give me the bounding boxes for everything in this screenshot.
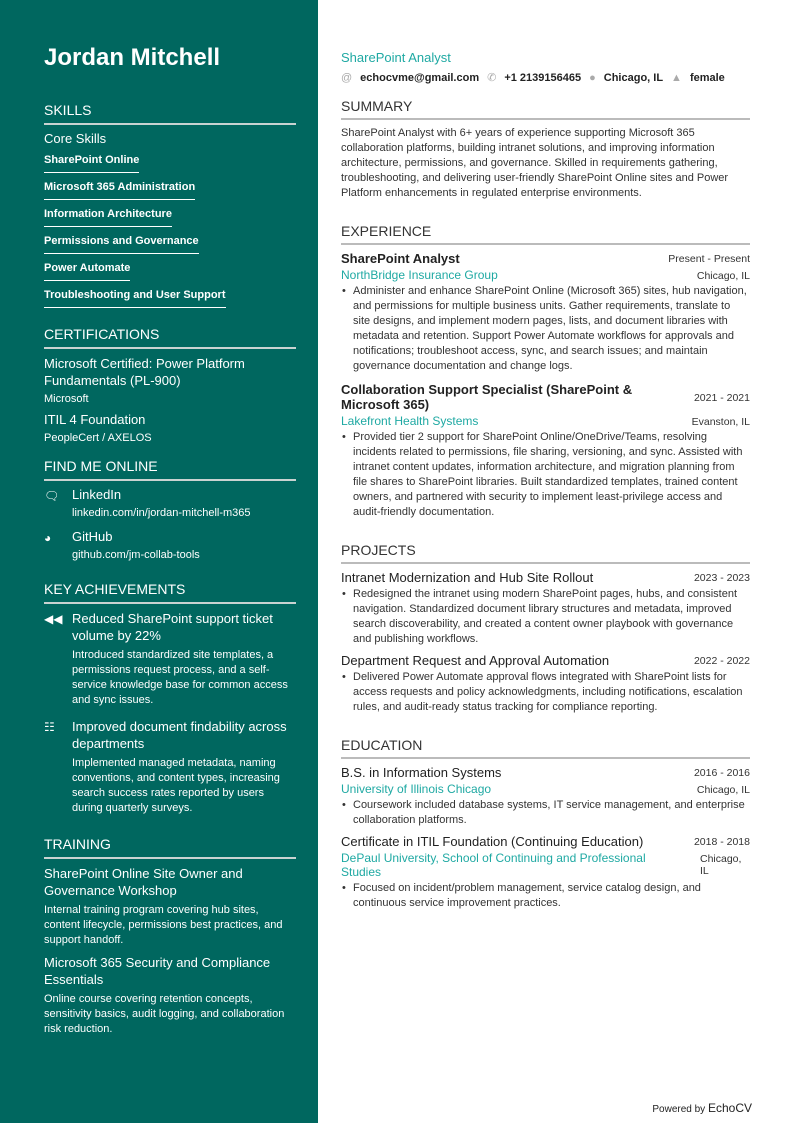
footer-prefix: Powered by	[652, 1104, 706, 1115]
company: NorthBridge Insurance Group	[341, 268, 498, 282]
skill-item: Power Automate	[44, 259, 130, 281]
email-icon: @	[341, 71, 353, 84]
pie-icon: ◕	[44, 531, 52, 545]
chat-icon: 🗨︎	[44, 489, 60, 503]
location: Chicago, IL	[603, 71, 664, 84]
online-label: LinkedIn	[72, 487, 122, 502]
company: Lakefront Health Systems	[341, 414, 479, 428]
online-section	[44, 458, 296, 567]
section-heading: SUMMARY	[341, 98, 750, 120]
skill-item: Microsoft 365 Administration	[44, 178, 195, 200]
dates: 2018 - 2018	[693, 836, 750, 848]
degree: Certificate in ITIL Foundation (Continuing Education)	[341, 834, 644, 849]
phone-icon: ✆	[487, 72, 497, 84]
section-heading: FIND ME ONLINE	[44, 458, 296, 481]
location-icon: ●	[589, 71, 596, 84]
location: Chicago, IL	[696, 270, 750, 282]
training-title: SharePoint Online Site Owner and Governance Workshop	[44, 866, 243, 898]
project-title: Intranet Modernization and Hub Site Rollout	[341, 570, 594, 585]
contact-bar	[341, 71, 750, 84]
summary-text: SharePoint Analyst with 6+ years of experience supporting Microsoft 365 collaboration platforms, building intranet solutions, and improving information architecture, permissions, and governance. Skilled in requirements gathering, troubleshooting, and delivering user-friendly SharePoint Online sites and Power Platform enhancements in regulated enterprise environments.	[341, 127, 729, 199]
bullet: • Coursework included database systems, IT service management, and enterprise collaboration platforms.	[341, 798, 750, 828]
education-item	[341, 765, 750, 828]
job-title: SharePoint Analyst	[341, 50, 451, 65]
main-content	[341, 50, 750, 911]
bullet: • Provided tier 2 support for SharePoint Online/OneDrive/Teams, resolving incidents related to permissions, file sharing, versioning, and sync. Assisted with intranet content updates, information architecture, and migration planning from file shares to SharePoint libraries. Built standardized templates, trained content owners, and partnered with security to implement least-privilege access and audit-friendly documentation.	[341, 430, 750, 520]
skill-item: Permissions and Governance	[44, 232, 199, 254]
email[interactable]: echocvme@gmail.com	[360, 71, 480, 84]
online-link[interactable]: github.com/jm-collab-tools	[72, 549, 200, 561]
rewind-icon: ◀◀	[44, 612, 63, 626]
cert-name: Microsoft Certified: Power Platform Fundamentals (PL-900)	[44, 356, 245, 388]
school: University of Illinois Chicago	[341, 782, 492, 796]
project-title: Department Request and Approval Automation	[341, 653, 610, 668]
cert-issuer: Microsoft	[44, 393, 89, 405]
location: Chicago, IL	[696, 784, 750, 796]
project-item	[341, 653, 750, 715]
training-title: Microsoft 365 Security and Compliance Essentials	[44, 955, 271, 987]
bullet: • Delivered Power Automate approval flows integrated with SharePoint lists for access requests and policy acknowledgments, including notifications, escalation rules, and audit-ready status tracking for compliance reporting.	[341, 670, 750, 715]
certifications-section	[44, 326, 296, 444]
achievement-title: Reduced SharePoint support ticket volume by 22%	[72, 611, 273, 643]
section-heading: PROJECTS	[341, 542, 750, 564]
dates: 2016 - 2016	[693, 767, 750, 779]
bullet: • Redesigned the intranet using modern SharePoint pages, hubs, and consistent navigation. Standardized document library structures and metadata, improved search discoverability, and created a content owner playbook with governance and publishing workflows.	[341, 587, 750, 647]
dates: 2023 - 2023	[693, 572, 750, 584]
skills-section	[44, 102, 296, 312]
footer-brand: EchoCV	[707, 1101, 752, 1115]
skill-item: Information Architecture	[44, 205, 172, 227]
school: DePaul University, School of Continuing and Professional Studies	[341, 851, 646, 879]
education-item	[341, 834, 750, 911]
section-heading: EDUCATION	[341, 737, 750, 759]
location: Chicago, IL	[700, 853, 742, 877]
bullet: • Administer and enhance SharePoint Online (Microsoft 365) sites, hub navigation, and permissions for multiple business units. Gather requirements, translate to site designs, and implement modern pages, lists, and document libraries with metadata and retention. Support Power Automate workflows for approvals and notifications; troubleshoot access, sync, and search issues; and maintain governance documentation and change logs.	[341, 284, 750, 374]
achievement-desc: Implemented managed metadata, naming conventions, and content types, increasing search success rates reported by users during quarterly surveys.	[72, 757, 280, 814]
section-heading: EXPERIENCE	[341, 223, 750, 245]
skill-group: Core Skills	[44, 131, 107, 146]
position: SharePoint Analyst	[341, 251, 460, 266]
section-heading: TRAINING	[44, 836, 296, 859]
experience-item	[341, 251, 750, 374]
document-icon: ☷	[44, 720, 55, 734]
dates: Present - Present	[668, 253, 750, 265]
skill-item: Troubleshooting and User Support	[44, 286, 226, 308]
training-desc: Online course covering retention concepts, sensitivity basics, audit logging, and collaboration risk reduction.	[44, 993, 285, 1035]
achievement-title: Improved document findability across departments	[72, 719, 287, 751]
online-item	[44, 529, 296, 567]
location: Evanston, IL	[691, 416, 750, 428]
sidebar	[0, 0, 318, 1123]
position: Collaboration Support Specialist (SharePoint & Microsoft 365)	[341, 382, 633, 412]
candidate-name: Jordan Mitchell	[44, 44, 221, 71]
degree: B.S. in Information Systems	[341, 765, 502, 780]
achievement-item	[44, 610, 296, 714]
bullet: • Focused on incident/problem management, service catalog design, and continuous service improvement practices.	[341, 881, 750, 911]
dates: 2022 - 2022	[693, 655, 750, 667]
section-heading: SKILLS	[44, 102, 296, 125]
online-link[interactable]: linkedin.com/in/jordan-mitchell-m365	[72, 507, 251, 519]
person-icon: ▲	[671, 71, 682, 84]
training-section	[44, 836, 296, 1037]
online-item	[44, 487, 296, 525]
cert-issuer: PeopleCert / AXELOS	[44, 432, 152, 444]
training-desc: Internal training program covering hub sites, content lifecycle, permissions best practices, and support handoff.	[44, 904, 283, 946]
gender: female	[689, 71, 725, 84]
dates: 2021 - 2021	[693, 392, 750, 404]
online-label: GitHub	[72, 529, 113, 544]
phone: +1 2139156465	[504, 71, 582, 84]
experience-item	[341, 382, 750, 520]
footer	[652, 1101, 752, 1115]
achievement-item	[44, 718, 296, 822]
section-heading: CERTIFICATIONS	[44, 326, 296, 349]
skill-item: SharePoint Online	[44, 151, 139, 173]
cert-name: ITIL 4 Foundation	[44, 412, 146, 427]
project-item	[341, 570, 750, 647]
section-heading: KEY ACHIEVEMENTS	[44, 581, 296, 604]
achievement-desc: Introduced standardized site templates, a permissions request process, and a self-service knowledge base for common access and sync issues.	[72, 649, 288, 706]
achievements-section	[44, 581, 296, 822]
